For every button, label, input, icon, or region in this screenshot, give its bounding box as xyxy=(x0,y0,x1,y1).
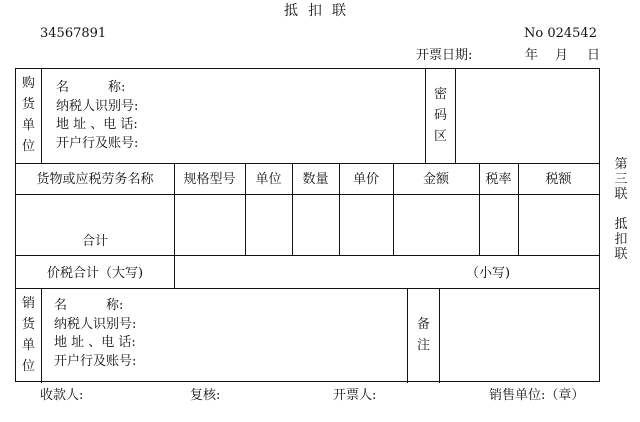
buyer-address-phone-label: 地 址 、电 话: xyxy=(56,117,138,132)
col-amount: 金额 xyxy=(422,172,449,187)
invoice-title: 抵扣联 xyxy=(284,3,356,19)
price-tax-total-upper-label: 价税合计（大写) xyxy=(46,266,144,281)
buyer-bank-account-label: 开户行及账号: xyxy=(56,135,139,151)
cipher-area-label xyxy=(426,84,455,147)
issue-date-month-label: 月 xyxy=(555,48,569,63)
buyer-side-label xyxy=(18,73,39,157)
col-unit-price: 单价 xyxy=(352,172,379,187)
remarks-label xyxy=(408,314,439,356)
copy-side-note xyxy=(613,157,629,262)
reviewer-label: 复核: xyxy=(190,388,221,403)
buyer-side-char: 购 xyxy=(21,76,35,91)
seller-side-char: 货 xyxy=(21,317,35,332)
payee-label: 收款人: xyxy=(40,388,84,403)
seller-tax-id-label: 纳税人识别号: xyxy=(54,316,137,332)
remarks-label-char: 备 xyxy=(416,317,430,332)
seller-side-char: 单 xyxy=(21,338,35,353)
issue-date-year-label: 年 xyxy=(525,48,539,63)
buyer-tax-id-label: 纳税人识别号: xyxy=(56,98,139,114)
issuer-label: 开票人: xyxy=(333,388,377,403)
seller-side-char: 位 xyxy=(21,359,35,374)
buyer-side-char: 单 xyxy=(21,118,35,133)
col-tax-amount: 税额 xyxy=(545,172,572,187)
seller-fields xyxy=(54,297,136,371)
cipher-label-char: 码 xyxy=(433,108,447,123)
col-quantity: 数量 xyxy=(302,172,329,187)
side-note-char: 三 xyxy=(614,172,628,187)
side-note-char: 扣 xyxy=(614,232,628,247)
side-note-char: 抵 xyxy=(614,217,628,232)
seller-seal-label: 销售单位:（章） xyxy=(489,388,585,403)
remarks-label-char: 注 xyxy=(416,338,430,353)
side-note-char: 第 xyxy=(614,157,628,172)
side-note-gap xyxy=(613,202,629,217)
buyer-side-char: 位 xyxy=(21,139,35,154)
col-goods-name: 货物或应税劳务名称 xyxy=(36,172,154,187)
col-tax-rate: 税率 xyxy=(485,172,512,187)
price-tax-total-lower-label: （小写) xyxy=(466,266,511,281)
issue-date-day-label: 日 xyxy=(587,48,601,63)
seller-side-char: 销 xyxy=(21,296,35,311)
invoice-code: 34567891 xyxy=(40,26,107,41)
buyer-fields xyxy=(56,79,138,153)
seller-side-label xyxy=(18,293,39,377)
buyer-name-label: 名 称: xyxy=(56,80,126,95)
seller-bank-account-label: 开户行及账号: xyxy=(54,353,137,369)
invoice-number: No 024542 xyxy=(524,26,597,41)
seller-name-label: 名 称: xyxy=(54,298,124,313)
col-spec-model: 规格型号 xyxy=(183,172,236,187)
side-note-char: 联 xyxy=(614,187,628,202)
seller-address-phone-label: 地 址 、电 话: xyxy=(54,335,136,350)
invoice-form xyxy=(15,68,600,382)
buyer-side-char: 货 xyxy=(21,97,35,112)
total-label: 合计 xyxy=(81,234,108,249)
issue-date-label: 开票日期: xyxy=(416,48,473,63)
cipher-label-char: 区 xyxy=(433,129,447,144)
side-note-char: 联 xyxy=(614,247,628,262)
cipher-label-char: 密 xyxy=(433,87,447,102)
col-unit: 单位 xyxy=(255,172,282,187)
